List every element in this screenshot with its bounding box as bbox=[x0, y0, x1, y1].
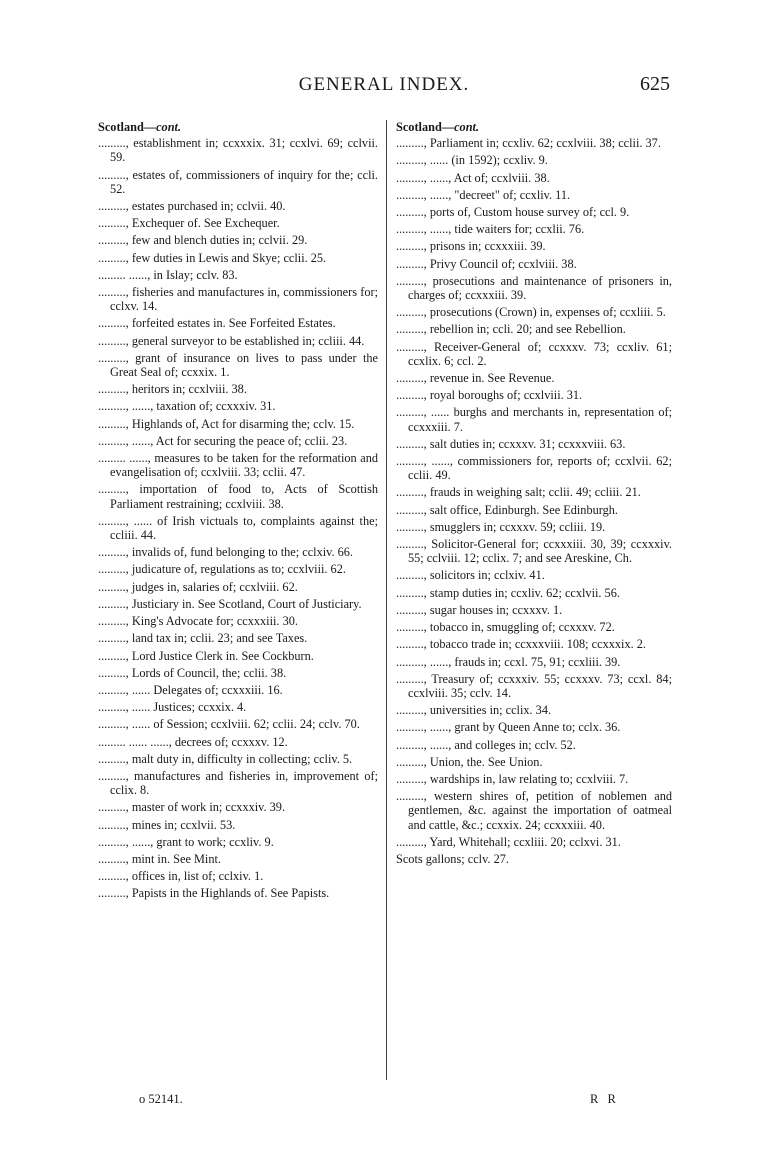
index-entry: ........., ......, Act of; ccxlviii. 38. bbox=[396, 170, 550, 185]
index-entry: ........., manufactures and fisheries in, improvement of; cclix. 8. bbox=[98, 768, 378, 798]
index-entry: ........., estates purchased in; cclvii. 40. bbox=[98, 199, 286, 214]
index-entry: ......... ......, measures to be taken for the reformation and evangelisation of; ccxlviii. 33; cclii. 47. bbox=[98, 451, 378, 480]
index-entry: ........., solicitors in; cclxiv. 41. bbox=[396, 568, 545, 583]
index-entry: ......... ......, in Islay; cclv. 83. bbox=[98, 267, 238, 282]
index-entry: ........., ......, grant by Queen Anne to; cclx. 36. bbox=[396, 720, 621, 735]
index-entry: ........., ......, "decreet" of; ccxliv. 11. bbox=[396, 187, 571, 202]
index-entry: ........., prisons in; ccxxxiii. 39. bbox=[396, 239, 546, 254]
right-heading-text: Scotland bbox=[396, 120, 442, 134]
index-entry: ........., prosecutions (Crown) in, expenses of; ccxliii. 5. bbox=[396, 305, 666, 320]
index-entry: ........., judges in, salaries of; ccxlviii. 62. bbox=[98, 579, 298, 594]
index-entry: ........., ports of, Custom house survey of; ccl. 9. bbox=[396, 205, 630, 220]
index-entry: ........., master of work in; ccxxxiv. 39. bbox=[98, 800, 286, 815]
index-entry: ........., few and blench duties in; cclvii. 29. bbox=[98, 233, 308, 248]
index-entry: ........., estates of, commissioners of inquiry for the; ccli. 52. bbox=[98, 167, 378, 196]
index-entry: ........., heritors in; ccxlviii. 38. bbox=[98, 382, 247, 397]
index-entry: ........., Highlands of, Act for disarming the; cclv. 15. bbox=[98, 416, 355, 431]
page-number: 625 bbox=[640, 73, 670, 95]
index-entry: ........., tobacco trade in; ccxxxviii. 108; ccxxxix. 2. bbox=[396, 637, 646, 652]
index-entry: ........., sugar houses in; ccxxxv. 1. bbox=[396, 602, 563, 617]
index-entry: ........., ...... of Session; ccxlviii. 62; cclii. 24; cclv. 70. bbox=[98, 717, 360, 732]
index-entry: ........., revenue in. See Revenue. bbox=[396, 371, 555, 386]
index-entry: ........., rebellion in; ccli. 20; and see Rebellion. bbox=[396, 322, 626, 337]
index-entry: Scots gallons; cclv. 27. bbox=[396, 851, 509, 866]
column-divider bbox=[386, 120, 387, 1080]
index-entry: ........., ......, frauds in; ccxl. 75, 91; ccxliii. 39. bbox=[396, 654, 621, 669]
index-entry: ........., frauds in weighing salt; cclii. 49; ccliii. 21. bbox=[396, 485, 641, 500]
left-heading-suffix: —cont. bbox=[143, 120, 182, 134]
index-entry: ......... ...... ......, decrees of; ccxxxv. 12. bbox=[98, 734, 288, 749]
index-entry: ........., smugglers in; ccxxxv. 59; ccliii. 19. bbox=[396, 519, 606, 534]
index-entry: ........., ......, tide waiters for; ccxlii. 76. bbox=[396, 222, 585, 237]
index-entry: ........., ...... of Irish victuals to, complaints against the; ccliii. 44. bbox=[98, 513, 378, 543]
left-column bbox=[98, 120, 378, 904]
index-entry: ........., ...... Justices; ccxxix. 4. bbox=[98, 700, 247, 715]
index-entry: ........., ...... Delegates of; ccxxxiii. 16. bbox=[98, 682, 283, 697]
right-column-heading bbox=[396, 120, 672, 134]
index-entry: ........., ......, commissioners for, reports of; ccxlvii. 62; cclii. 49. bbox=[396, 454, 672, 483]
index-entry: ........., ...... burghs and merchants in, representation of; ccxxxiii. 7. bbox=[396, 405, 672, 434]
left-column-heading bbox=[98, 120, 378, 134]
index-entry: ........., few duties in Lewis and Skye; cclii. 25. bbox=[98, 250, 327, 265]
right-entry-list bbox=[396, 136, 672, 866]
right-heading-suffix: —cont. bbox=[441, 120, 480, 134]
index-entry: ........., ...... (in 1592); ccxliv. 9. bbox=[396, 153, 548, 168]
index-entry: ........., mines in; ccxlvii. 53. bbox=[98, 817, 236, 832]
index-entry: ........., land tax in; cclii. 23; and see Taxes. bbox=[98, 631, 308, 646]
index-entry: ........., Lords of Council, the; cclii. 38. bbox=[98, 665, 287, 680]
index-entry: ........., wardships in, law relating to; ccxlviii. 7. bbox=[396, 771, 629, 786]
index-entry: ........., prosecutions and maintenance of prisoners in, charges of; ccxxxiii. 39. bbox=[396, 273, 672, 303]
page-title: GENERAL INDEX. bbox=[298, 74, 470, 95]
index-entry: ........., western shires of, petition of noblemen and gentlemen, &c. against the importation of oatmeal and cattle, &c.; ccxxix. 24; ccxxxiii. 40. bbox=[396, 789, 672, 832]
index-entry: ........., importation of food to, Acts of Scottish Parliament restraining; ccxlviii. 38. bbox=[98, 482, 378, 511]
index-entry: ........., Exchequer of. See Exchequer. bbox=[98, 216, 280, 231]
index-entry: ........., judicature of, regulations as to; ccxlviii. 62. bbox=[98, 562, 346, 577]
index-entry: ........., ......, and colleges in; cclv. 52. bbox=[396, 737, 576, 752]
right-column bbox=[396, 120, 672, 869]
index-entry: ........., ......, Act for securing the peace of; cclii. 23. bbox=[98, 433, 348, 448]
index-entry: ........., Solicitor-General for; ccxxxiii. 30, 39; ccxxxiv. 55; cclviii. 12; cclix. 7; and see Areskine, Ch. bbox=[396, 537, 672, 566]
index-entry: ........., royal boroughs of; ccxlviii. 31. bbox=[396, 388, 583, 403]
index-entry: ........., ......, grant to work; ccxliv. 9. bbox=[98, 834, 274, 849]
index-entry: ........., Papists in the Highlands of. See Papists. bbox=[98, 886, 330, 901]
index-entry: ........., salt duties in; ccxxxv. 31; ccxxxviii. 63. bbox=[396, 436, 626, 451]
index-entry: ........., King's Advocate for; ccxxxiii. 30. bbox=[98, 614, 298, 629]
index-entry: ........., tobacco in, smuggling of; ccxxxv. 72. bbox=[396, 620, 615, 635]
index-entry: ........., offices in, list of; cclxiv. 1. bbox=[98, 869, 264, 884]
index-entry: ........., salt office, Edinburgh. See Edinburgh. bbox=[396, 502, 618, 517]
index-entry: ........., Privy Council of; ccxlviii. 38. bbox=[396, 256, 577, 271]
index-entry: ........., Parliament in; ccxliv. 62; ccxlviii. 38; cclii. 37. bbox=[396, 136, 661, 151]
index-entry: ........., Yard, Whitehall; ccxliii. 20; cclxvi. 31. bbox=[396, 834, 621, 849]
index-entry: ........., grant of insurance on lives to pass under the Great Seal of; ccxxix. 1. bbox=[98, 350, 378, 380]
index-entry: ........., mint in. See Mint. bbox=[98, 851, 221, 866]
index-entry: ........., Treasury of; ccxxxiv. 55; ccxxxv. 73; ccxl. 84; ccxlviii. 35; cclv. 14. bbox=[396, 671, 672, 700]
index-entry: ........., stamp duties in; ccxliv. 62; ccxlvii. 56. bbox=[396, 585, 620, 600]
left-heading-text: Scotland bbox=[98, 120, 144, 134]
footer-signature-mark: R R bbox=[590, 1092, 619, 1106]
index-entry: ........., malt duty in, difficulty in collecting; ccliv. 5. bbox=[98, 751, 353, 766]
index-entry: ........., Union, the. See Union. bbox=[396, 754, 543, 769]
index-entry: ........., establishment in; ccxxxix. 31; ccxlvi. 69; cclvii. 59. bbox=[98, 136, 378, 165]
index-entry: ........., universities in; cclix. 34. bbox=[396, 703, 552, 718]
index-entry: ........., ......, taxation of; ccxxxiv. 31. bbox=[98, 399, 276, 414]
index-entry: ........., Justiciary in. See Scotland, Court of Justiciary. bbox=[98, 596, 362, 611]
index-entry: ........., forfeited estates in. See Forfeited Estates. bbox=[98, 316, 336, 331]
index-entry: ........., general surveyor to be established in; ccliii. 44. bbox=[98, 333, 365, 348]
footer-print-code: o 52141. bbox=[139, 1092, 183, 1106]
left-entry-list bbox=[98, 136, 378, 900]
index-entry: ........., invalids of, fund belonging to the; cclxiv. 66. bbox=[98, 545, 354, 560]
index-entry: ........., Lord Justice Clerk in. See Cockburn. bbox=[98, 648, 314, 663]
index-entry: ........., Receiver-General of; ccxxxv. 73; ccxliv. 61; ccxlix. 6; ccl. 2. bbox=[396, 339, 672, 368]
index-entry: ........., fisheries and manufactures in, commissioners for; cclxv. 14. bbox=[98, 285, 378, 314]
